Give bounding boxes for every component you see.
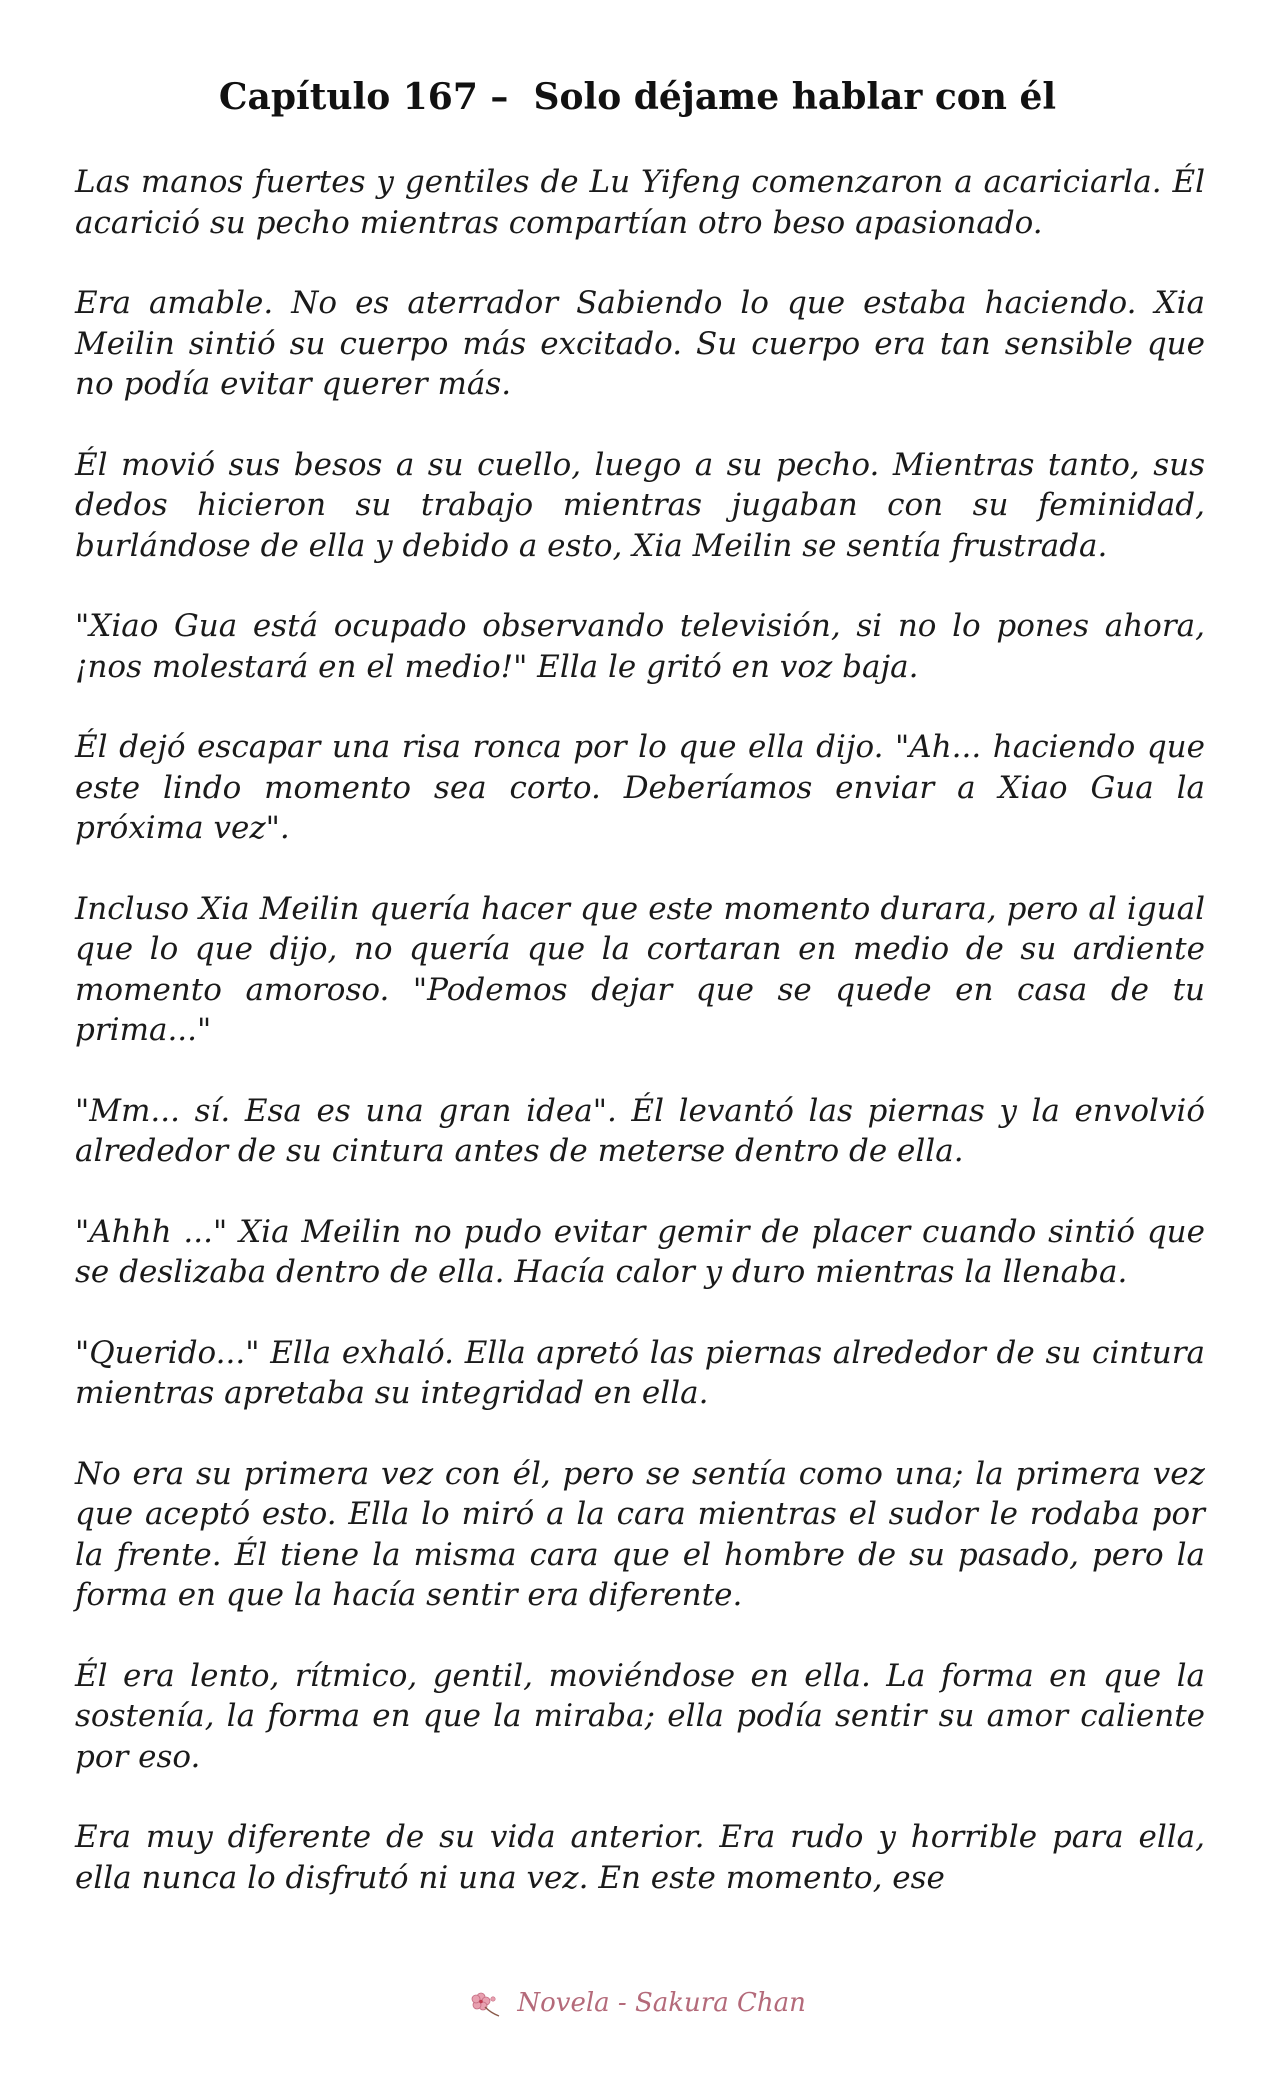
paragraph: Él movió sus besos a su cuello, luego a su pecho. Mientras tanto, sus dedos hicieron su trabajo mientras jugaban con su feminidad, burlándose de ella y debido a esto, Xia Meilin se sentía frustrada. [75,446,1205,564]
paragraph: No era su primera vez con él, pero se sentía como una; la primera vez que aceptó esto. Ella lo miró a la cara mientras el sudor le rodaba por la frente. Él tiene la misma cara que el hombre de su pasado, pero la forma en que la hacía sentir era diferente. [75,1455,1205,1613]
paragraph: Las manos fuertes y gentiles de Lu Yifeng comenzaron a acariciarla. Él acarició su pecho mientras compartían otro beso apasionado. [75,164,1205,241]
paragraph: Él era lento, rítmico, gentil, moviéndose en ella. La forma en que la sostenía, la forma en que la miraba; ella podía sentir su amor caliente por eso. [75,1657,1205,1775]
watermark-text: Novela - Sakura Chan [517,1988,806,2018]
paragraph: "Ahhh ..." Xia Meilin no pudo evitar gemir de placer cuando sintió que se deslizaba dentro de ella. Hacía calor y duro mientras la llenaba. [75,1213,1205,1290]
paragraph: Él dejó escapar una risa ronca por lo que ella dijo. "Ah... haciendo que este lindo momento sea corto. Deberíamos enviar a Xiao Gua la próxima vez". [75,729,1205,846]
paragraph: "Mm... sí. Esa es una gran idea". Él levantó las piernas y la envolvió alrededor de su cintura antes de meterse dentro de ella. [75,1092,1205,1169]
chapter-body [75,162,1205,1938]
chapter-title: Capítulo 167 – Solo déjame hablar con él [218,76,1057,118]
paragraph: Era muy diferente de su vida anterior. Era rudo y horrible para ella, ella nunca lo disfrutó ni una vez. En este momento, ese [75,1819,1205,1896]
paragraph: Era amable. No es aterrador Sabiendo lo que estaba haciendo. Xia Meilin sintió su cuerpo más excitado. Su cuerpo era tan sensible que no podía evitar querer más. [75,285,1205,402]
sakura-flower-icon [469,1989,503,2019]
paragraph: "Xiao Gua está ocupado observando televisión, si no lo pones ahora, ¡nos molestará en el medio!" Ella le gritó en voz baja. [75,608,1205,685]
paragraph: Incluso Xia Meilin quería hacer que este momento durara, pero al igual que lo que dijo, no quería que la cortaran en medio de su ardiente momento amoroso. "Podemos dejar que se quede en casa de tu prima..." [75,890,1205,1048]
watermark [0,1988,1275,2019]
paragraph: "Querido..." Ella exhaló. Ella apretó las piernas alrededor de su cintura mientras apretaba su integridad en ella. [75,1334,1205,1411]
